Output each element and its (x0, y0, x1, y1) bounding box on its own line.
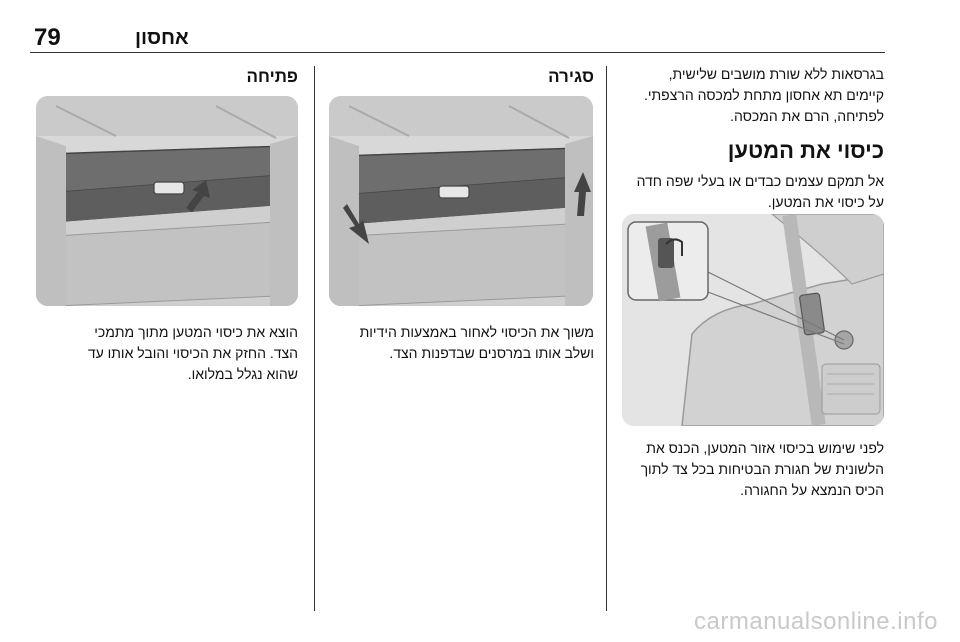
chapter-title: אחסון (135, 27, 189, 49)
intro-line: קיימים תא אחסון מתחת למכסה הרצפתי. (643, 87, 884, 103)
column-divider-right (606, 66, 607, 611)
opening-heading: פתיחה (246, 67, 298, 86)
seatbelt-illustration (622, 214, 884, 426)
after-line: הכיס הנמצא על החגורה. (740, 482, 884, 498)
after-line: לפני שימוש בכיסוי אזור המטען, הכנס את (646, 440, 884, 456)
closing-line: משוך את הכיסוי לאחור באמצעות הידיות (359, 324, 594, 340)
section-line: על כיסוי את המטען. (767, 194, 884, 210)
opening-line: שהוא נגלל במלואו. (187, 366, 298, 382)
section-line: אל תמקם עצמים כבדים או בעלי שפה חדה (636, 173, 884, 189)
left-column (36, 66, 298, 88)
column-divider-left (314, 66, 315, 611)
left-column-text (36, 322, 298, 385)
opening-line: הוצא את כיסוי המטען מתוך מתמכי (94, 324, 298, 340)
closing-line: ושלב אותו במרסנים שבדפנות הצד. (389, 345, 594, 361)
middle-column (322, 66, 594, 88)
page-header (30, 22, 885, 53)
middle-column-text (322, 322, 594, 364)
seatbelt-drawing (622, 214, 884, 426)
intro-line: לפתיחה, הרם את המכסה. (730, 108, 884, 124)
opening-illustration (36, 96, 298, 306)
opening-line: הצד. החזק את הכיסוי והובל אותו עד (87, 345, 298, 361)
watermark: carmanualsonline.info (694, 608, 938, 635)
intro-line: בגרסאות ללא שורת מושבים שלישית, (668, 66, 884, 82)
right-column-after (612, 438, 884, 501)
section-heading: כיסוי את המטען (727, 138, 884, 163)
closing-illustration (329, 96, 593, 306)
closing-drawing (329, 96, 593, 306)
after-line: הלשונית של חגורת הבטיחות בכל צד לתוך (640, 461, 884, 477)
right-column (612, 64, 884, 213)
closing-heading: סגירה (548, 67, 594, 86)
page-number: 79 (34, 24, 61, 51)
opening-drawing (36, 96, 298, 306)
